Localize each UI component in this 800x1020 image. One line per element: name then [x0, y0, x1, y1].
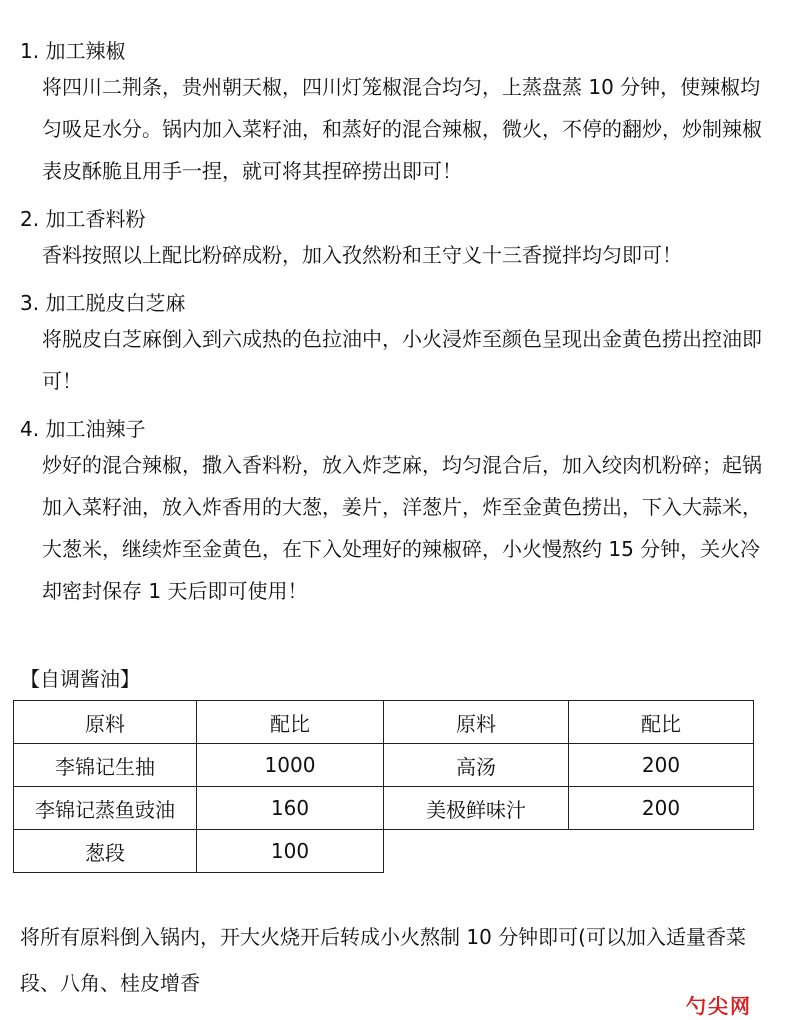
- table-row: [14, 830, 754, 873]
- table-header-row: [14, 701, 754, 744]
- table-row: [14, 744, 754, 787]
- ingredient-cell: 李锦记蒸鱼豉油: [14, 787, 197, 830]
- ratio-cell: 1000: [197, 744, 384, 787]
- step-1: [20, 38, 780, 192]
- ingredient-cell: 高汤: [384, 744, 569, 787]
- step-title: 4. 加工油辣子: [20, 417, 146, 441]
- header-cell: 配比: [569, 701, 754, 744]
- step-title: 3. 加工脱皮白芝麻: [20, 291, 186, 315]
- step-title: 2. 加工香料粉: [20, 207, 146, 231]
- step-body: 炒好的混合辣椒，撒入香料粉，放入炸芝麻，均匀混合后，加入绞肉机粉碎；起锅加入菜籽油，放入炸香用的大葱，姜片，洋葱片，炸至金黄色捞出，下入大蒜米，大葱米，继续炸至金黄色，在下入处理好的辣椒碎，小火慢熬约 15 分钟，关火冷却密封保存 1 天后即可使用！: [42, 453, 762, 603]
- ingredient-cell: 美极鲜味汁: [384, 787, 569, 830]
- step-2: [20, 206, 780, 276]
- sauce-ratio-table: [13, 700, 754, 873]
- ratio-cell: 200: [569, 787, 754, 830]
- step-body: 将四川二荆条，贵州朝天椒，四川灯笼椒混合均匀，上蒸盘蒸 10 分钟，使辣椒均匀吸足水分。锅内加入菜籽油，和蒸好的混合辣椒，微火，不停的翻炒，炒制辣椒表皮酥脆且用手一捏，就可将其捏碎捞出即可！: [42, 75, 762, 183]
- header-cell: 配比: [197, 701, 384, 744]
- table-row: [14, 787, 754, 830]
- sauce-heading: 【自调酱油】: [20, 667, 140, 691]
- header-cell: 原料: [14, 701, 197, 744]
- header-cell: 原料: [384, 701, 569, 744]
- step-title: 1. 加工辣椒: [20, 39, 126, 63]
- step-body: 将脱皮白芝麻倒入到六成热的色拉油中，小火浸炸至颜色呈现出金黄色捞出控油即可！: [42, 327, 762, 393]
- ratio-cell: 160: [197, 787, 384, 830]
- ingredient-cell: 葱段: [14, 830, 197, 873]
- site-watermark: 勺尖网: [686, 994, 752, 1018]
- empty-cell: [569, 830, 754, 873]
- step-4: [20, 416, 780, 612]
- step-body: 香料按照以上配比粉碎成粉，加入孜然粉和王守义十三香搅拌均匀即可！: [42, 243, 682, 267]
- ingredient-cell: 李锦记生抽: [14, 744, 197, 787]
- step-3: [20, 290, 780, 402]
- empty-cell: [384, 830, 569, 873]
- ratio-cell: 200: [569, 744, 754, 787]
- ratio-cell: 100: [197, 830, 384, 873]
- sauce-instructions: 将所有原料倒入锅内，开大火烧开后转成小火熬制 10 分钟即可(可以加入适量香菜段、八角、桂皮增香: [20, 925, 746, 995]
